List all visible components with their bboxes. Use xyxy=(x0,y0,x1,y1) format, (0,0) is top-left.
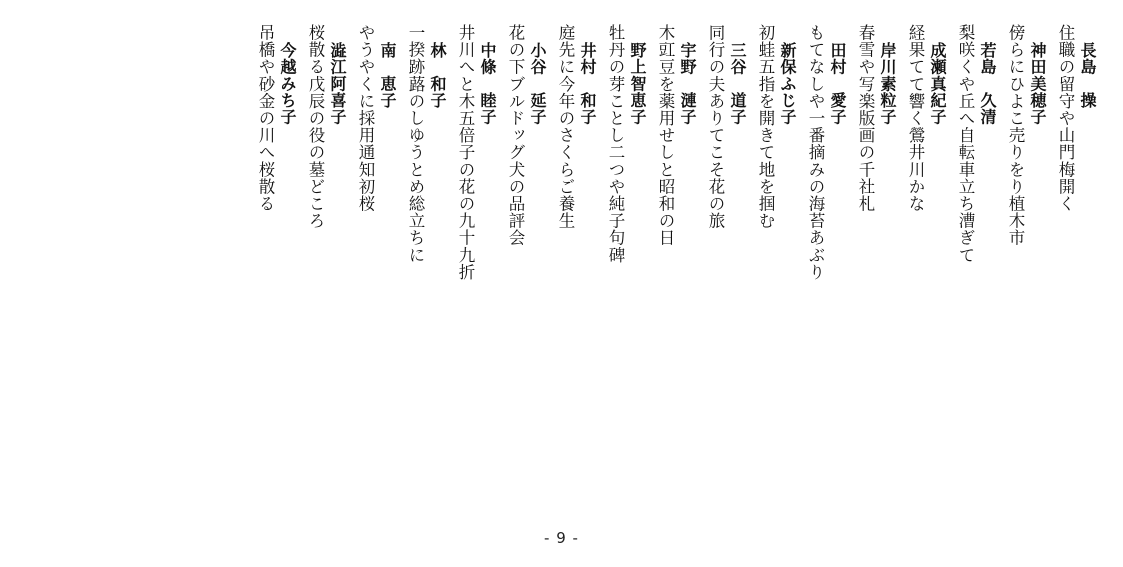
haiku-text: 牡丹の芽ことし二つや純子句碑 xyxy=(606,24,625,264)
haiku-entry xyxy=(351,22,395,212)
haiku-entry xyxy=(701,22,745,229)
haiku-text: 桜散る戊辰の役の墓どころ xyxy=(306,24,325,230)
author-name: 長島 操 xyxy=(1078,42,1097,109)
haiku-text: 同行の夫ありてこそ花の旅 xyxy=(706,24,725,230)
haiku-text: 木豇豆を薬用せしと昭和の日 xyxy=(656,24,675,247)
author-name: 林 和子 xyxy=(428,42,447,109)
haiku-entry xyxy=(401,22,445,263)
haiku-entry xyxy=(451,22,495,281)
author-name: 新保ふじ子 xyxy=(778,42,797,125)
author-name: 田村 愛子 xyxy=(828,42,847,125)
author-name: 今越みち子 xyxy=(278,42,297,125)
haiku-text: 花の下ブルドッグ犬の品評会 xyxy=(506,24,525,247)
author-name: 三谷 道子 xyxy=(728,42,747,125)
author-name: 南 恵子 xyxy=(378,42,397,109)
author-name: 野上智恵子 xyxy=(628,42,647,125)
author-name: 神田美穂子 xyxy=(1028,42,1047,125)
haiku-entry xyxy=(851,22,895,212)
author-name: 小谷 延子 xyxy=(528,42,547,125)
haiku-text: 吊橋や砂金の川へ桜散る xyxy=(256,24,275,213)
haiku-text: 梨咲くや丘へ自転車立ち漕ぎて xyxy=(956,24,975,264)
haiku-entry xyxy=(651,22,695,246)
haiku-text: 傍らにひよこ売りをり植木市 xyxy=(1006,24,1025,247)
haiku-entry xyxy=(601,22,645,263)
haiku-text: 一揆跡蕗のしゆうとめ総立ちに xyxy=(406,24,425,264)
haiku-text: 春雪や写楽版画の千社札 xyxy=(856,24,875,213)
haiku-text: 井川へと木五倍子の花の九十九折 xyxy=(456,24,475,281)
haiku-text: 初蛙五指を開きて地を掴む xyxy=(756,24,775,230)
author-name: 宇野 漣子 xyxy=(678,42,697,125)
author-name: 中條 睦子 xyxy=(478,42,497,125)
haiku-text: 住職の留守や山門梅開く xyxy=(1056,24,1075,213)
haiku-entry xyxy=(501,22,545,246)
author-name: 井村 和子 xyxy=(578,42,597,125)
author-name: 岸川素粒子 xyxy=(878,42,897,125)
author-name: 澁江阿喜子 xyxy=(328,42,347,125)
haiku-entry xyxy=(1001,22,1045,246)
haiku-text: やうやくに採用通知初桜 xyxy=(356,24,375,213)
author-name: 成瀬真紀子 xyxy=(928,42,947,125)
haiku-entry xyxy=(301,22,345,229)
author-name: 若島 久清 xyxy=(978,42,997,125)
haiku-text: もてなしや一番摘みの海苔あぶり xyxy=(806,24,825,281)
page-number: - 9 - xyxy=(544,529,579,547)
haiku-entry xyxy=(801,22,845,281)
haiku-entry xyxy=(251,22,295,212)
haiku-text: 経果てて響く鶯井川かな xyxy=(906,24,925,213)
haiku-entry xyxy=(901,22,945,212)
haiku-text: 庭先に今年のさくらご養生 xyxy=(556,24,575,230)
haiku-entry xyxy=(951,22,995,263)
haiku-entry xyxy=(551,22,595,229)
haiku-entry xyxy=(1051,22,1095,212)
haiku-entry xyxy=(751,22,795,229)
haiku-columns xyxy=(245,22,1095,502)
